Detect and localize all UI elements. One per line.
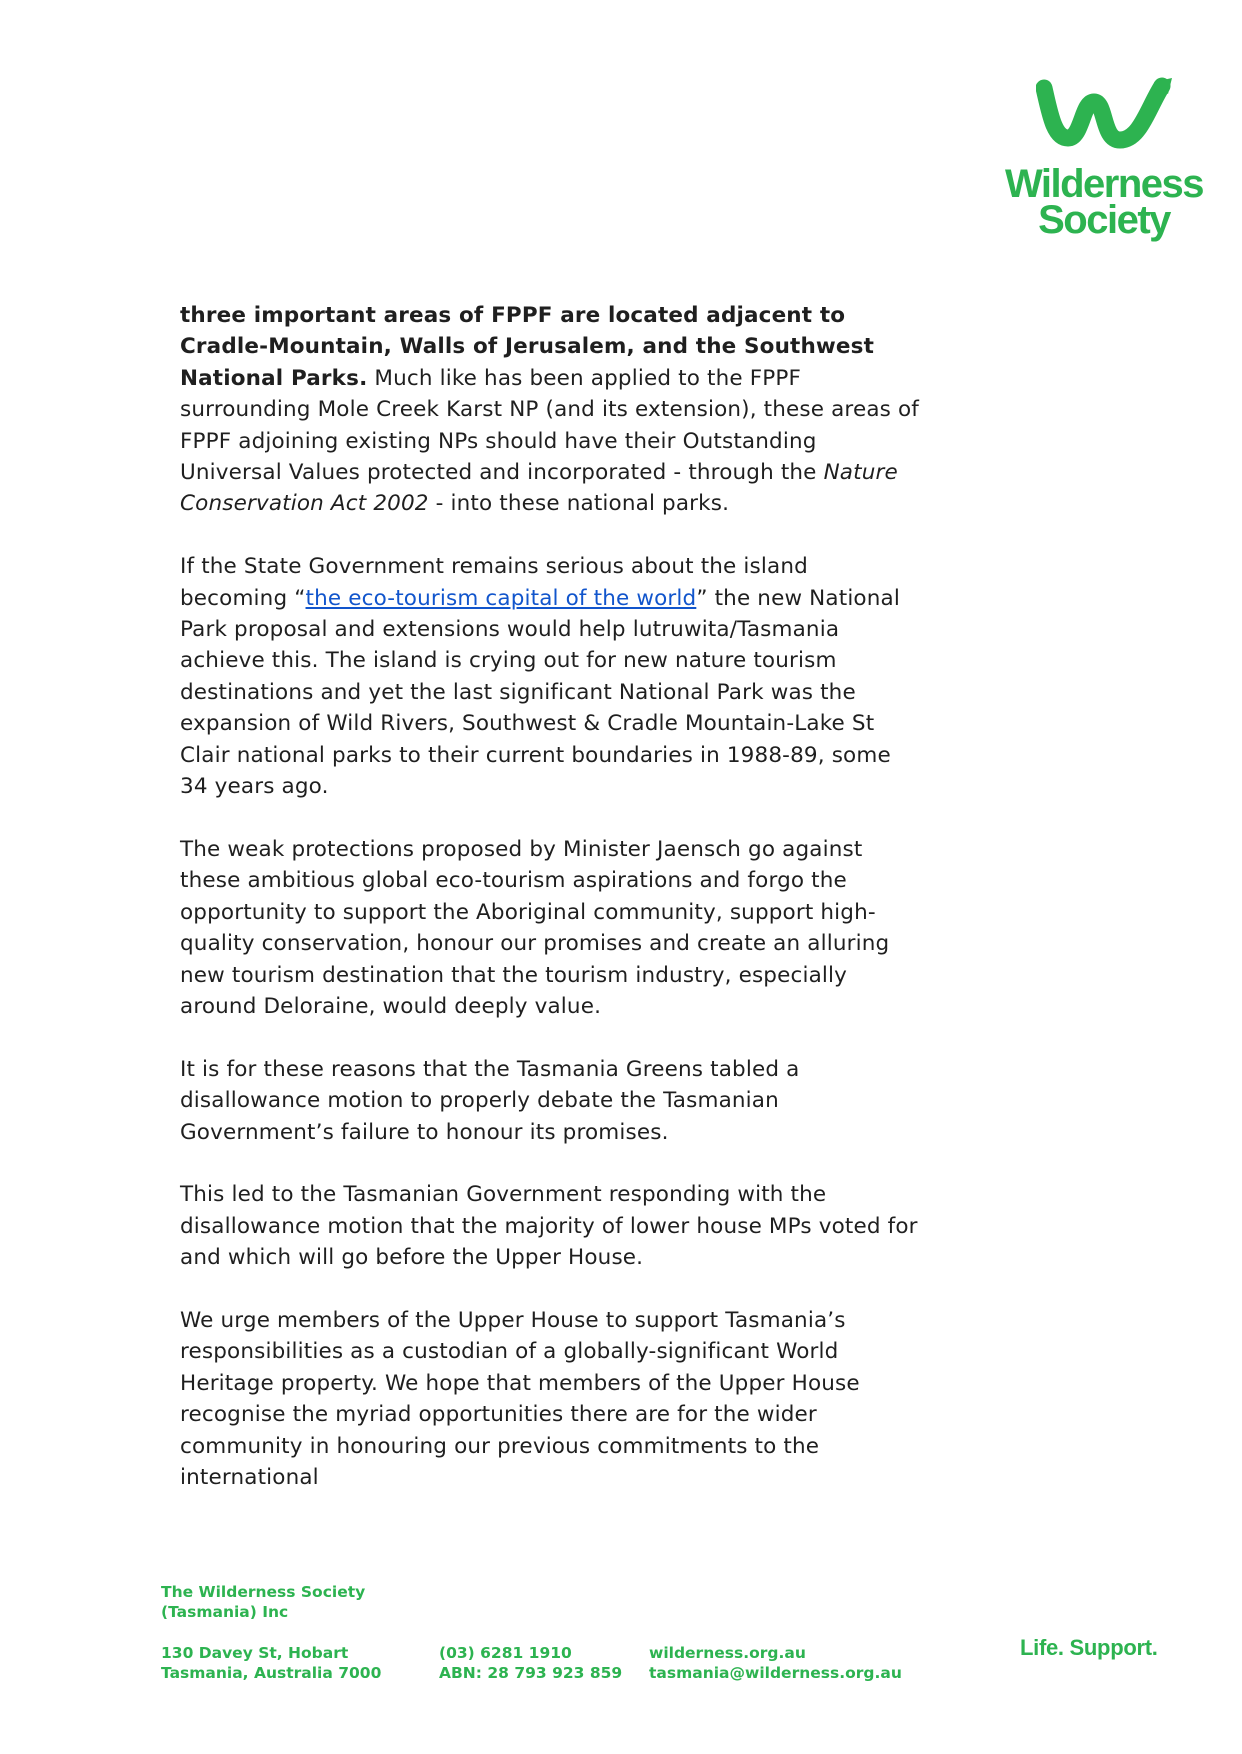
wilderness-society-w-icon [1036, 74, 1176, 156]
footer-organisation [161, 1582, 365, 1622]
footer-contact-numbers [439, 1643, 622, 1683]
eco-tourism-capital-link[interactable]: the eco-tourism capital of the world [305, 585, 697, 611]
footer-website: wilderness.org.au [649, 1644, 806, 1662]
logo-wordmark-line1: Wilderness [1004, 162, 1204, 206]
act-name: Nature Conservation Act 2002 [180, 460, 898, 517]
paragraph-3: The weak protections proposed by Minister Jaensch go against these ambitious global eco-tourism aspirations and forgo the opportunity to support the Aboriginal community, support high-quality conservation, honour our promises and create an alluring new tourism destination that the tourism industry, especially around Deloraine, would deeply value. [180, 836, 890, 1019]
paragraph-4: It is for these reasons that the Tasmania Greens tabled a disallowance motion to properly debate the Tasmanian Government’s failure to honour its promises. [180, 1056, 800, 1145]
letter-body [180, 300, 920, 1525]
footer-address [161, 1643, 381, 1683]
footer-org-line1: The Wilderness Society [161, 1583, 366, 1601]
footer-phone: (03) 6281 1910 [439, 1644, 572, 1662]
footer-org-line2: (Tasmania) Inc [161, 1603, 289, 1621]
footer-address-line2: Tasmania, Australia 7000 [161, 1664, 382, 1682]
paragraph-6: We urge members of the Upper House to support Tasmania’s responsibilities as a custodian of a globally-significant World Heritage property. We hope that members of the Upper House recognise the myriad opportunities there are for the wider community in honouring our previous commitments to the international [180, 1307, 860, 1490]
footer-address-line1: 130 Davey St, Hobart [161, 1644, 349, 1662]
paragraph-1-bold-lead: three important areas of FPPF are located adjacent to Cradle-Mountain, Walls of Jerusalem, and the Southwest National Parks. [180, 303, 875, 391]
paragraph-2-before-link: If the State Government remains serious about the island becoming “ [180, 554, 808, 611]
footer-email: tasmania@wilderness.org.au [649, 1664, 902, 1682]
paragraph-2-after-link: ” the new National Park proposal and extensions would help lutruwita/Tasmania achieve this. The island is crying out for new nature tourism destinations and yet the last significant National Park was the expansion of Wild Rivers, Southwest & Cradle Mountain-Lake St Clair national parks to their current boundaries in 1988-89, some 34 years ago. [180, 585, 900, 800]
footer-abn: ABN: 28 793 923 859 [439, 1664, 623, 1682]
paragraph-1-text-b: - into these national parks. [428, 491, 730, 517]
paragraph-1-text-a: Much like has been applied to the FPPF surrounding Mole Creek Karst NP (and its extension), these areas of FPPF adjoining existing NPs should have their Outstanding Universal Values protected and incorporated - through the [180, 365, 920, 486]
footer-tagline: Life. Support. [1020, 1635, 1158, 1660]
footer-web-contact [649, 1643, 902, 1683]
logo-wordmark-line2: Society [1038, 198, 1170, 242]
paragraph-1 [180, 300, 920, 520]
paragraph-2 [180, 551, 920, 802]
paragraph-5: This led to the Tasmanian Government responding with the disallowance motion that the majority of lower house MPs voted for and which will go before the Upper House. [180, 1182, 918, 1271]
wilderness-society-logo [996, 74, 1212, 252]
